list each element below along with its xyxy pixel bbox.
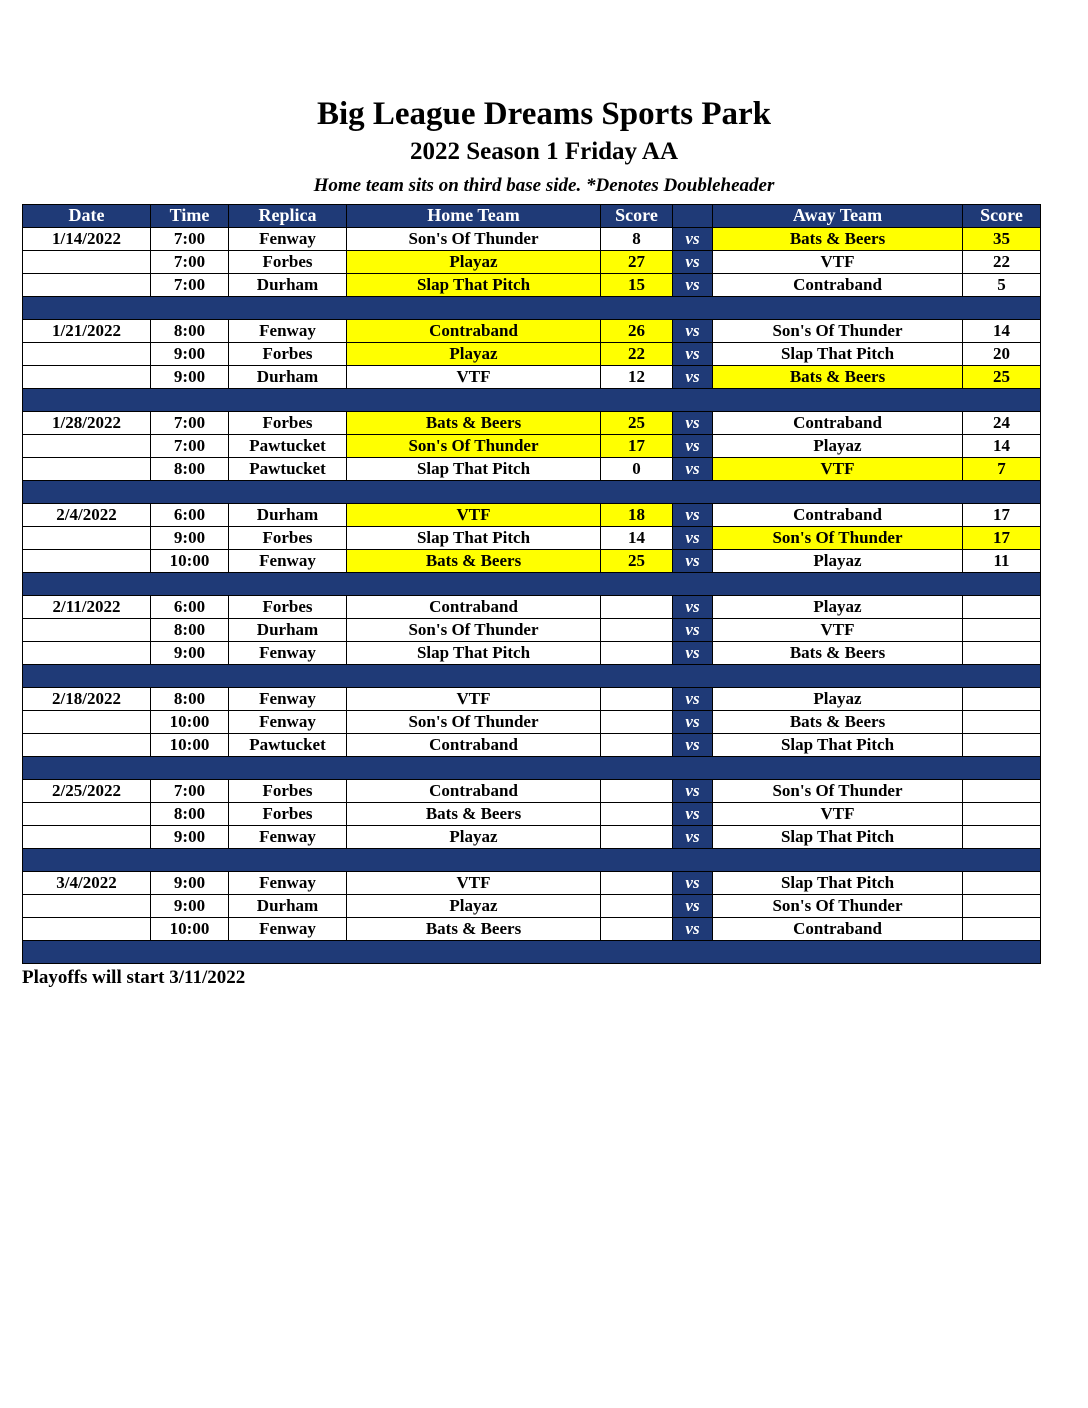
game-row bbox=[23, 710, 1041, 733]
home-score-cell: 14 bbox=[601, 526, 673, 549]
week-separator-bar bbox=[23, 664, 1041, 687]
home-team-cell: Slap That Pitch bbox=[347, 273, 601, 296]
game-row bbox=[23, 641, 1041, 664]
away-score-cell: 17 bbox=[963, 526, 1041, 549]
vs-cell: vs bbox=[673, 319, 713, 342]
home-team-cell: Contraband bbox=[347, 733, 601, 756]
time-cell: 9:00 bbox=[151, 825, 229, 848]
replica-cell: Durham bbox=[229, 503, 347, 526]
home-team-cell: Bats & Beers bbox=[347, 411, 601, 434]
time-cell: 7:00 bbox=[151, 434, 229, 457]
away-score-cell: 25 bbox=[963, 365, 1041, 388]
home-score-cell: 18 bbox=[601, 503, 673, 526]
home-team-cell: Bats & Beers bbox=[347, 802, 601, 825]
away-score-cell: 5 bbox=[963, 273, 1041, 296]
replica-cell: Fenway bbox=[229, 641, 347, 664]
game-row bbox=[23, 273, 1041, 296]
replica-cell: Pawtucket bbox=[229, 457, 347, 480]
away-score-cell: 11 bbox=[963, 549, 1041, 572]
game-row bbox=[23, 250, 1041, 273]
week-separator-row bbox=[23, 296, 1041, 319]
replica-cell: Fenway bbox=[229, 825, 347, 848]
game-row bbox=[23, 595, 1041, 618]
away-team-cell: Bats & Beers bbox=[713, 710, 963, 733]
away-score-cell: 14 bbox=[963, 434, 1041, 457]
replica-cell: Durham bbox=[229, 618, 347, 641]
home-team-cell: VTF bbox=[347, 687, 601, 710]
vs-cell: vs bbox=[673, 710, 713, 733]
away-score-cell bbox=[963, 710, 1041, 733]
away-team-cell: VTF bbox=[713, 457, 963, 480]
home-team-cell: Playaz bbox=[347, 825, 601, 848]
home-score-cell bbox=[601, 618, 673, 641]
away-team-cell: VTF bbox=[713, 802, 963, 825]
game-row bbox=[23, 802, 1041, 825]
home-score-cell bbox=[601, 802, 673, 825]
home-score-cell bbox=[601, 687, 673, 710]
date-cell bbox=[23, 526, 151, 549]
away-team-cell: Contraband bbox=[713, 273, 963, 296]
vs-cell: vs bbox=[673, 779, 713, 802]
vs-cell: vs bbox=[673, 434, 713, 457]
away-score-cell: 24 bbox=[963, 411, 1041, 434]
vs-cell: vs bbox=[673, 526, 713, 549]
game-row bbox=[23, 687, 1041, 710]
home-team-cell: Contraband bbox=[347, 779, 601, 802]
replica-cell: Fenway bbox=[229, 871, 347, 894]
away-team-cell: Contraband bbox=[713, 503, 963, 526]
home-team-cell: Slap That Pitch bbox=[347, 641, 601, 664]
week-separator-row bbox=[23, 388, 1041, 411]
date-cell: 2/11/2022 bbox=[23, 595, 151, 618]
home-team-cell: Bats & Beers bbox=[347, 549, 601, 572]
vs-cell: vs bbox=[673, 802, 713, 825]
vs-cell: vs bbox=[673, 549, 713, 572]
home-score-cell bbox=[601, 641, 673, 664]
replica-cell: Fenway bbox=[229, 917, 347, 940]
vs-cell: vs bbox=[673, 687, 713, 710]
time-cell: 9:00 bbox=[151, 871, 229, 894]
replica-cell: Forbes bbox=[229, 779, 347, 802]
away-team-cell: Bats & Beers bbox=[713, 227, 963, 250]
home-team-cell: Playaz bbox=[347, 250, 601, 273]
away-score-cell: 20 bbox=[963, 342, 1041, 365]
time-cell: 8:00 bbox=[151, 802, 229, 825]
home-team-cell: VTF bbox=[347, 365, 601, 388]
time-cell: 9:00 bbox=[151, 526, 229, 549]
game-row bbox=[23, 227, 1041, 250]
away-score-cell bbox=[963, 733, 1041, 756]
away-score-cell bbox=[963, 641, 1041, 664]
away-score-cell: 14 bbox=[963, 319, 1041, 342]
home-score-cell bbox=[601, 710, 673, 733]
home-team-cell: Son's Of Thunder bbox=[347, 710, 601, 733]
time-cell: 6:00 bbox=[151, 503, 229, 526]
home-score-cell bbox=[601, 917, 673, 940]
vs-cell: vs bbox=[673, 733, 713, 756]
away-team-cell: Bats & Beers bbox=[713, 641, 963, 664]
game-row bbox=[23, 618, 1041, 641]
replica-cell: Forbes bbox=[229, 526, 347, 549]
replica-cell: Fenway bbox=[229, 227, 347, 250]
game-row bbox=[23, 411, 1041, 434]
week-separator-bar bbox=[23, 388, 1041, 411]
game-row bbox=[23, 503, 1041, 526]
date-cell bbox=[23, 917, 151, 940]
vs-cell: vs bbox=[673, 595, 713, 618]
vs-cell: vs bbox=[673, 250, 713, 273]
date-cell bbox=[23, 710, 151, 733]
home-team-cell: Slap That Pitch bbox=[347, 526, 601, 549]
week-separator-row bbox=[23, 572, 1041, 595]
time-cell: 8:00 bbox=[151, 319, 229, 342]
game-row bbox=[23, 549, 1041, 572]
vs-cell: vs bbox=[673, 342, 713, 365]
home-score-cell bbox=[601, 595, 673, 618]
game-row bbox=[23, 457, 1041, 480]
away-score-cell bbox=[963, 779, 1041, 802]
week-separator-row bbox=[23, 940, 1041, 963]
time-cell: 10:00 bbox=[151, 710, 229, 733]
vs-cell: vs bbox=[673, 871, 713, 894]
replica-cell: Forbes bbox=[229, 250, 347, 273]
game-row bbox=[23, 434, 1041, 457]
replica-cell: Pawtucket bbox=[229, 733, 347, 756]
column-header-time: Time bbox=[151, 204, 229, 227]
away-score-cell bbox=[963, 802, 1041, 825]
vs-cell: vs bbox=[673, 411, 713, 434]
date-cell: 3/4/2022 bbox=[23, 871, 151, 894]
page-subtitle: 2022 Season 1 Friday AA bbox=[409, 138, 679, 166]
game-row bbox=[23, 733, 1041, 756]
column-header-home-team: Home Team bbox=[347, 204, 601, 227]
game-row bbox=[23, 894, 1041, 917]
home-team-cell: Contraband bbox=[347, 595, 601, 618]
date-cell: 2/18/2022 bbox=[23, 687, 151, 710]
game-row bbox=[23, 342, 1041, 365]
week-separator-row bbox=[23, 756, 1041, 779]
playoffs-note: Playoffs will start 3/11/2022 bbox=[22, 966, 246, 988]
schedule-table bbox=[22, 204, 1041, 964]
home-team-cell: Playaz bbox=[347, 342, 601, 365]
away-score-cell: 7 bbox=[963, 457, 1041, 480]
vs-cell: vs bbox=[673, 917, 713, 940]
week-separator-bar bbox=[23, 572, 1041, 595]
time-cell: 8:00 bbox=[151, 457, 229, 480]
home-score-cell: 0 bbox=[601, 457, 673, 480]
time-cell: 10:00 bbox=[151, 917, 229, 940]
column-header-vs bbox=[673, 204, 713, 227]
away-team-cell: Slap That Pitch bbox=[713, 825, 963, 848]
home-score-cell bbox=[601, 733, 673, 756]
away-score-cell: 17 bbox=[963, 503, 1041, 526]
vs-cell: vs bbox=[673, 273, 713, 296]
replica-cell: Durham bbox=[229, 365, 347, 388]
time-cell: 10:00 bbox=[151, 549, 229, 572]
time-cell: 7:00 bbox=[151, 227, 229, 250]
vs-cell: vs bbox=[673, 365, 713, 388]
date-cell: 1/21/2022 bbox=[23, 319, 151, 342]
vs-cell: vs bbox=[673, 503, 713, 526]
away-team-cell: Son's Of Thunder bbox=[713, 894, 963, 917]
vs-cell: vs bbox=[673, 894, 713, 917]
away-score-cell bbox=[963, 825, 1041, 848]
replica-cell: Fenway bbox=[229, 710, 347, 733]
date-cell bbox=[23, 733, 151, 756]
week-separator-row bbox=[23, 480, 1041, 503]
away-score-cell bbox=[963, 917, 1041, 940]
away-score-cell bbox=[963, 618, 1041, 641]
home-score-cell bbox=[601, 825, 673, 848]
page-title: Big League Dreams Sports Park bbox=[316, 96, 772, 132]
time-cell: 8:00 bbox=[151, 618, 229, 641]
home-team-cell: Contraband bbox=[347, 319, 601, 342]
column-header-score: Score bbox=[601, 204, 673, 227]
away-team-cell: Slap That Pitch bbox=[713, 733, 963, 756]
time-cell: 9:00 bbox=[151, 342, 229, 365]
replica-cell: Fenway bbox=[229, 549, 347, 572]
date-cell bbox=[23, 618, 151, 641]
home-team-cell: VTF bbox=[347, 871, 601, 894]
time-cell: 6:00 bbox=[151, 595, 229, 618]
replica-cell: Durham bbox=[229, 273, 347, 296]
away-team-cell: Playaz bbox=[713, 687, 963, 710]
date-cell bbox=[23, 802, 151, 825]
home-score-cell: 22 bbox=[601, 342, 673, 365]
week-separator-bar bbox=[23, 296, 1041, 319]
vs-cell: vs bbox=[673, 227, 713, 250]
away-score-cell bbox=[963, 894, 1041, 917]
week-separator-row bbox=[23, 664, 1041, 687]
date-cell bbox=[23, 894, 151, 917]
home-team-cell: Bats & Beers bbox=[347, 917, 601, 940]
vs-cell: vs bbox=[673, 825, 713, 848]
date-cell: 2/4/2022 bbox=[23, 503, 151, 526]
column-header-away-team: Away Team bbox=[713, 204, 963, 227]
replica-cell: Fenway bbox=[229, 319, 347, 342]
away-team-cell: VTF bbox=[713, 250, 963, 273]
date-cell: 1/14/2022 bbox=[23, 227, 151, 250]
time-cell: 7:00 bbox=[151, 250, 229, 273]
home-score-cell: 26 bbox=[601, 319, 673, 342]
vs-cell: vs bbox=[673, 641, 713, 664]
column-header-score: Score bbox=[963, 204, 1041, 227]
week-separator-bar bbox=[23, 940, 1041, 963]
time-cell: 9:00 bbox=[151, 365, 229, 388]
away-team-cell: Son's Of Thunder bbox=[713, 319, 963, 342]
column-header-replica: Replica bbox=[229, 204, 347, 227]
away-team-cell: Son's Of Thunder bbox=[713, 779, 963, 802]
time-cell: 8:00 bbox=[151, 687, 229, 710]
game-row bbox=[23, 917, 1041, 940]
home-team-cell: Son's Of Thunder bbox=[347, 618, 601, 641]
away-team-cell: Playaz bbox=[713, 595, 963, 618]
date-cell bbox=[23, 825, 151, 848]
time-cell: 7:00 bbox=[151, 273, 229, 296]
home-team-cell: Slap That Pitch bbox=[347, 457, 601, 480]
date-cell: 1/28/2022 bbox=[23, 411, 151, 434]
game-row bbox=[23, 319, 1041, 342]
replica-cell: Forbes bbox=[229, 802, 347, 825]
home-score-cell: 27 bbox=[601, 250, 673, 273]
home-score-cell: 25 bbox=[601, 411, 673, 434]
away-score-cell bbox=[963, 687, 1041, 710]
date-cell bbox=[23, 434, 151, 457]
away-score-cell bbox=[963, 871, 1041, 894]
vs-cell: vs bbox=[673, 618, 713, 641]
away-team-cell: Son's Of Thunder bbox=[713, 526, 963, 549]
away-team-cell: Playaz bbox=[713, 549, 963, 572]
home-score-cell: 25 bbox=[601, 549, 673, 572]
home-team-cell: Son's Of Thunder bbox=[347, 227, 601, 250]
away-score-cell: 35 bbox=[963, 227, 1041, 250]
date-cell: 2/25/2022 bbox=[23, 779, 151, 802]
away-team-cell: Slap That Pitch bbox=[713, 871, 963, 894]
week-separator-bar bbox=[23, 756, 1041, 779]
away-team-cell: Slap That Pitch bbox=[713, 342, 963, 365]
week-separator-bar bbox=[23, 848, 1041, 871]
home-score-cell: 8 bbox=[601, 227, 673, 250]
game-row bbox=[23, 365, 1041, 388]
replica-cell: Pawtucket bbox=[229, 434, 347, 457]
replica-cell: Fenway bbox=[229, 687, 347, 710]
time-cell: 7:00 bbox=[151, 779, 229, 802]
away-team-cell: Contraband bbox=[713, 411, 963, 434]
game-row bbox=[23, 871, 1041, 894]
away-team-cell: Contraband bbox=[713, 917, 963, 940]
home-score-cell bbox=[601, 779, 673, 802]
time-cell: 9:00 bbox=[151, 641, 229, 664]
date-cell bbox=[23, 365, 151, 388]
home-team-cell: Son's Of Thunder bbox=[347, 434, 601, 457]
game-row bbox=[23, 779, 1041, 802]
home-team-cell: VTF bbox=[347, 503, 601, 526]
home-team-note: Home team sits on third base side. *Denotes Doubleheader bbox=[313, 174, 775, 196]
week-separator-row bbox=[23, 848, 1041, 871]
date-cell bbox=[23, 457, 151, 480]
home-score-cell: 15 bbox=[601, 273, 673, 296]
time-cell: 7:00 bbox=[151, 411, 229, 434]
column-header-date: Date bbox=[23, 204, 151, 227]
game-row bbox=[23, 825, 1041, 848]
away-score-cell bbox=[963, 595, 1041, 618]
time-cell: 9:00 bbox=[151, 894, 229, 917]
game-row bbox=[23, 526, 1041, 549]
replica-cell: Forbes bbox=[229, 342, 347, 365]
date-cell bbox=[23, 250, 151, 273]
away-team-cell: VTF bbox=[713, 618, 963, 641]
date-cell bbox=[23, 641, 151, 664]
time-cell: 10:00 bbox=[151, 733, 229, 756]
replica-cell: Durham bbox=[229, 894, 347, 917]
week-separator-bar bbox=[23, 480, 1041, 503]
table-header-row bbox=[23, 204, 1041, 227]
replica-cell: Forbes bbox=[229, 595, 347, 618]
home-team-cell: Playaz bbox=[347, 894, 601, 917]
date-cell bbox=[23, 273, 151, 296]
home-score-cell: 17 bbox=[601, 434, 673, 457]
date-cell bbox=[23, 342, 151, 365]
home-score-cell bbox=[601, 871, 673, 894]
away-team-cell: Playaz bbox=[713, 434, 963, 457]
home-score-cell: 12 bbox=[601, 365, 673, 388]
home-score-cell bbox=[601, 894, 673, 917]
away-score-cell: 22 bbox=[963, 250, 1041, 273]
vs-cell: vs bbox=[673, 457, 713, 480]
replica-cell: Forbes bbox=[229, 411, 347, 434]
date-cell bbox=[23, 549, 151, 572]
away-team-cell: Bats & Beers bbox=[713, 365, 963, 388]
